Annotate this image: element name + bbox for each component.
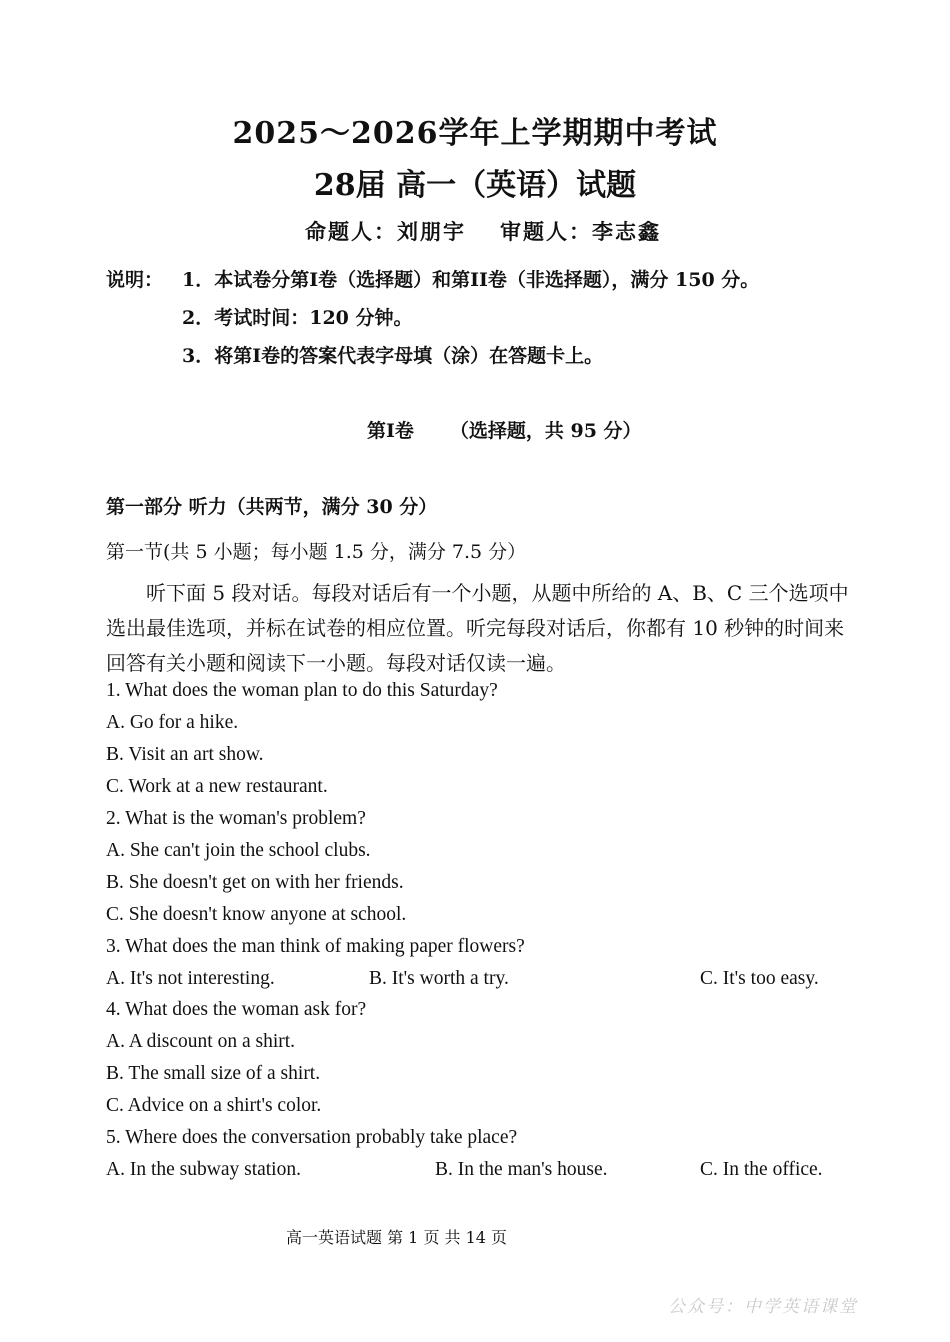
instructions-label: 说明：	[106, 269, 164, 291]
setter: 命题人：刘朋宇	[305, 219, 466, 244]
option: C. In the office.	[700, 1159, 823, 1180]
volume-name: 第I卷	[367, 420, 414, 442]
option: A. She can't join the school clubs.	[106, 840, 371, 861]
question-stem: 1. What does the woman plan to do this Saturday?	[106, 680, 498, 701]
option: A. It's not interesting.	[106, 968, 275, 989]
directions-text: 听下面 5 段对话。每段对话后有一个小题，从题中所给的 A、B、C 三个选项中选出最佳选项，并标在试卷的相应位置。听完每段对话后，你都有 10 秒钟的时间来回答有关小题和阅读下一小题。每段对话仅读一遍。	[106, 581, 849, 675]
volume-heading	[367, 416, 642, 443]
question-stem: 4. What does the woman ask for?	[106, 999, 367, 1020]
part-heading: 第一部分 听力（共两节，满分 30 分）	[106, 496, 438, 518]
question-stem: 2. What is the woman's problem?	[106, 808, 366, 829]
option: C. Advice on a shirt's color.	[106, 1095, 322, 1116]
volume-desc: （选择题，共 95 分）	[449, 420, 642, 442]
option: A. In the subway station.	[106, 1159, 301, 1180]
option: A. Go for a hike.	[106, 712, 239, 733]
question-stem: 3. What does the man think of making paper flowers?	[106, 936, 525, 957]
option: B. In the man's house.	[435, 1159, 608, 1180]
instruction-item: 2．考试时间：120 分钟。	[182, 307, 413, 329]
watermark: 公众号：中学英语课堂	[668, 1297, 858, 1317]
page-footer: 高一英语试题 第 1 页 共 14 页	[286, 1228, 508, 1247]
option: C. She doesn't know anyone at school.	[106, 904, 407, 925]
authors-line	[305, 216, 661, 246]
section-heading: 第一节(共 5 小题；每小题 1.5 分，满分 7.5 分）	[106, 541, 527, 563]
exam-subtitle: 28届 高一（英语）试题	[313, 168, 637, 203]
reviewer: 审题人：李志鑫	[500, 219, 661, 244]
option: B. It's worth a try.	[369, 968, 509, 989]
listening-directions	[106, 576, 850, 681]
instruction-item: 3．将第I卷的答案代表字母填（涂）在答题卡上。	[182, 345, 604, 367]
exam-title: 2025～2026学年上学期期中考试	[232, 116, 718, 151]
question-stem: 5. Where does the conversation probably take place?	[106, 1127, 518, 1148]
option: A. A discount on a shirt.	[106, 1031, 296, 1052]
option: B. She doesn't get on with her friends.	[106, 872, 404, 893]
option: C. Work at a new restaurant.	[106, 776, 328, 797]
instruction-item: 1．本试卷分第I卷（选择题）和第II卷（非选择题），满分 150 分。	[182, 269, 760, 291]
option: B. The small size of a shirt.	[106, 1063, 321, 1084]
option: B. Visit an art show.	[106, 744, 264, 765]
option: C. It's too easy.	[700, 968, 819, 989]
